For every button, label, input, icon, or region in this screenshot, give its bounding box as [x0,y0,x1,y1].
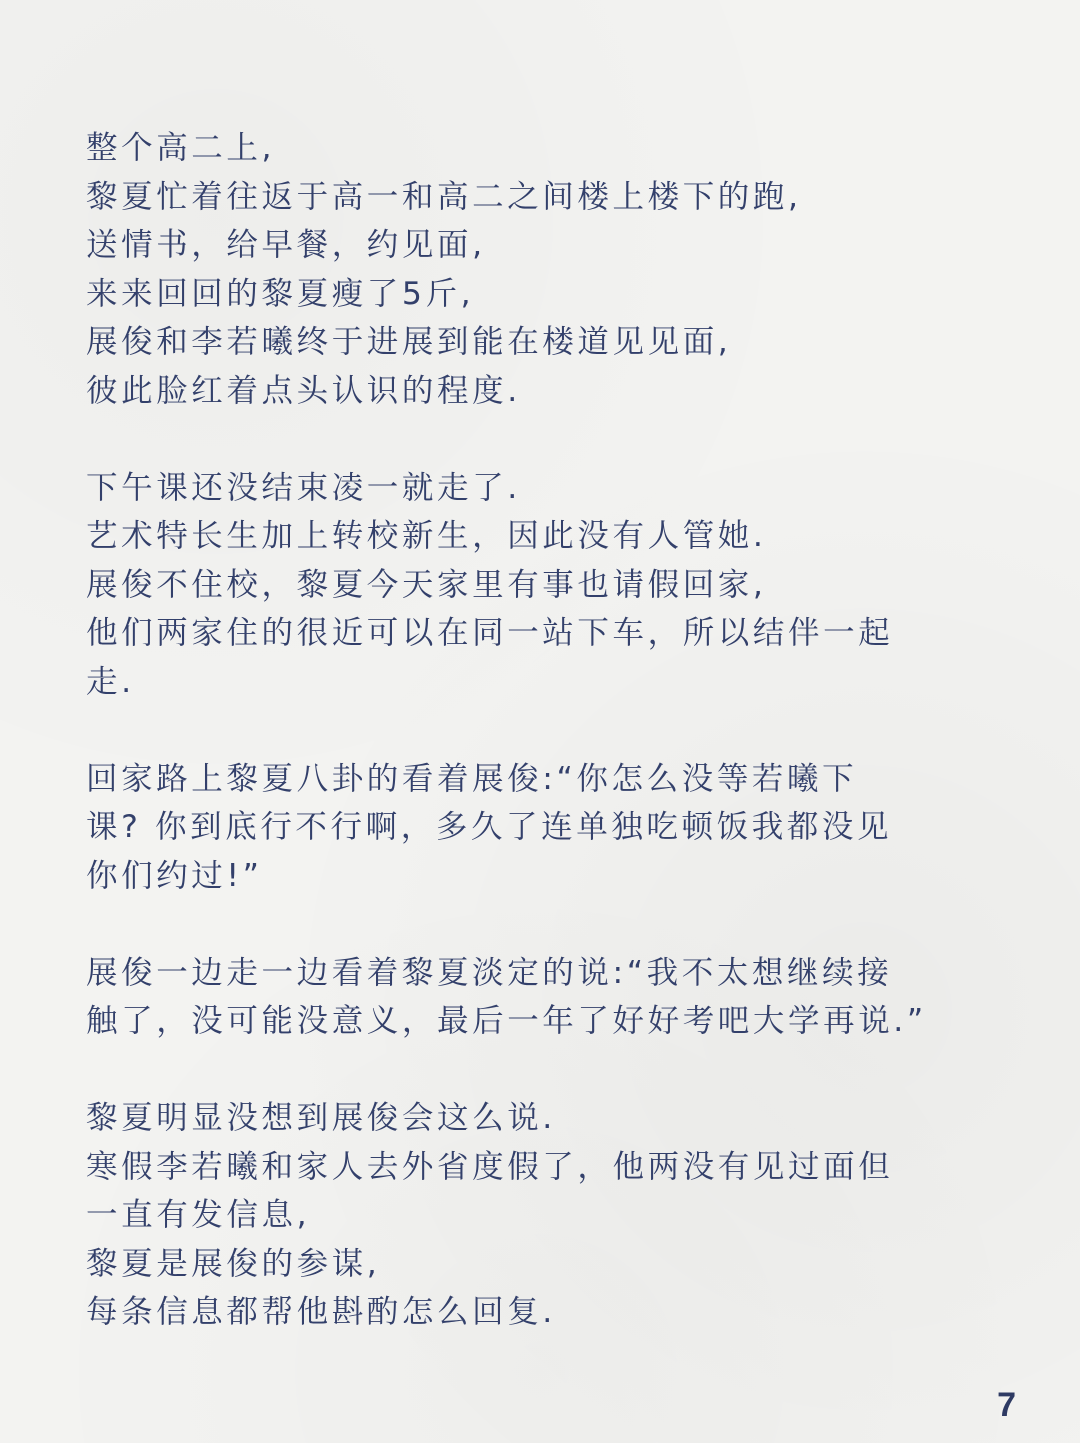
text-line: 黎夏忙着往返于高一和高二之间楼上楼下的跑, [86,178,802,215]
text-line: 彼此脸红着点头认识的程度. [86,372,521,409]
text-line: 触了，没可能没意义，最后一年了好好考吧大学再说.” [86,1003,927,1039]
text-line: 来来回回的黎夏瘦了5斤, [86,275,475,312]
text-line: 展俊和李若曦终于进展到能在楼道见见面, [86,324,732,360]
text-line: 一直有发信息, [86,1197,311,1233]
paragraph-5 [86,1094,1006,1337]
text-line: 寒假李若曦和家人去外省度假了，他两没有见过面但 [86,1148,894,1185]
text-line: 课? 你到底行不行啊，多久了连单独吃顿饭我都没见 [86,809,893,845]
paragraph-3 [86,755,1006,901]
paragraph-4 [86,949,1006,1046]
paragraph-2 [86,464,1006,707]
text-line: 送情书，给早餐，约见面, [86,227,486,263]
text-line: 黎夏明显没想到展俊会这么说. [86,1100,556,1136]
text-line: 他们两家住的很近可以在同一站下车，所以结伴一起 [86,615,894,651]
text-line: 回家路上黎夏八卦的看着展俊:“你怎么没等若曦下 [86,760,858,797]
page-number: 7 [997,1386,1016,1424]
text-line: 黎夏是展俊的参谋, [86,1245,381,1282]
text-line: 艺术特长生加上转校新生，因此没有人管她. [86,518,767,554]
text-line: 整个高二上, [86,130,276,166]
story-text [86,124,1006,1385]
text-line: 每条信息都帮他斟酌怎么回复. [86,1294,556,1330]
text-line: 下午课还没结束凌一就走了. [86,469,521,506]
text-line: 展俊一边走一边看着黎夏淡定的说:“我不太想继续接 [86,954,893,991]
paragraph-1 [86,124,1006,415]
text-line: 走. [86,663,135,700]
text-line: 你们约过!” [86,857,263,894]
text-line: 展俊不住校，黎夏今天家里有事也请假回家, [86,566,767,603]
